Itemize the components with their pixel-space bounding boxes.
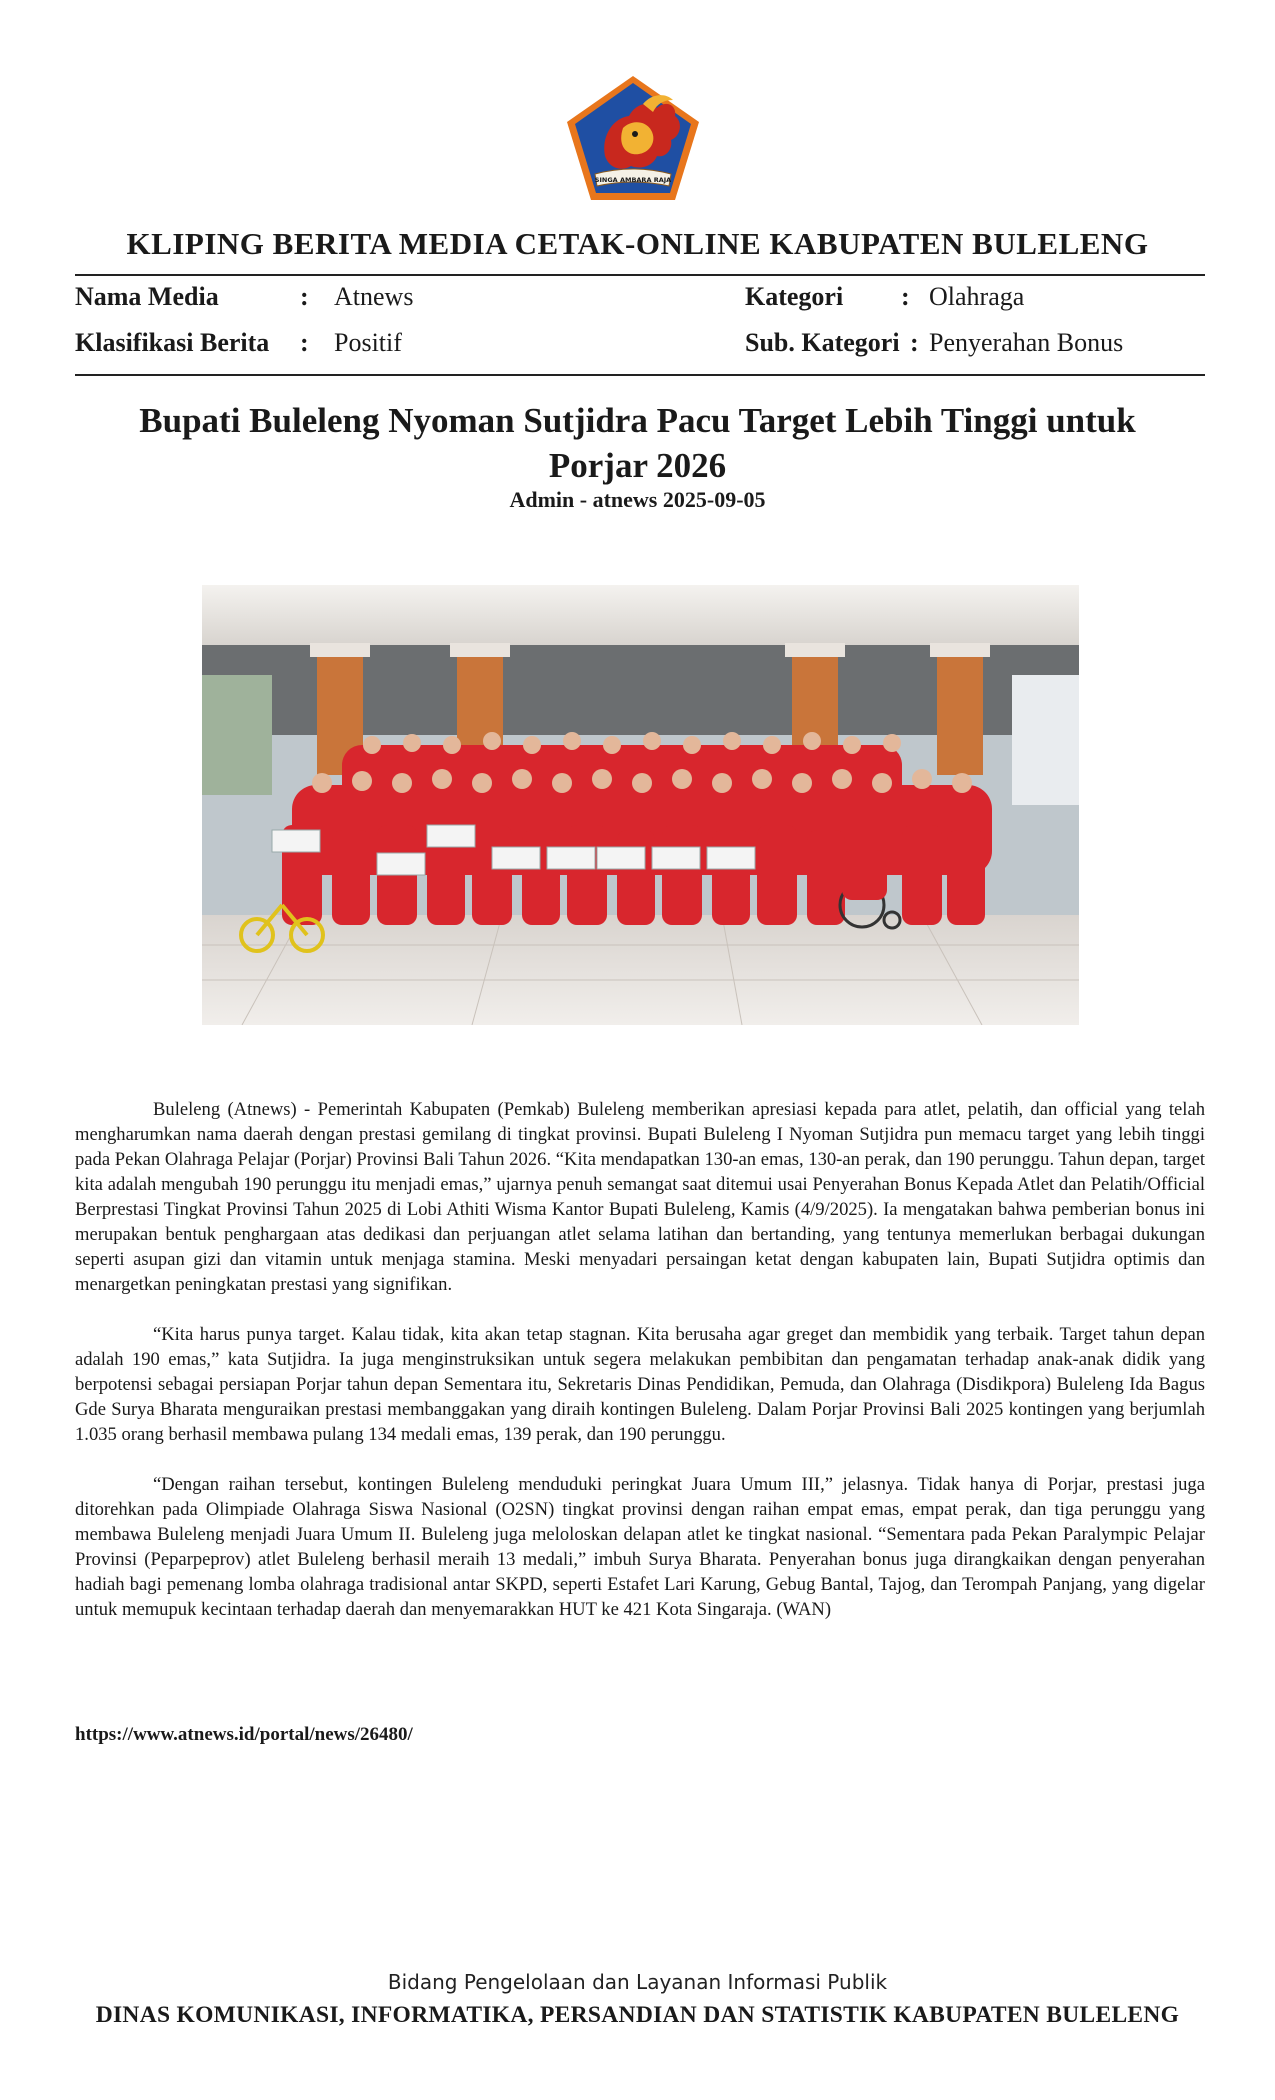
media-colon: :	[300, 282, 309, 311]
klasifikasi-colon: :	[300, 328, 309, 357]
klasifikasi-value: Positif	[334, 328, 402, 357]
media-label: Nama Media	[75, 282, 219, 311]
footer-department: Bidang Pengelolaan dan Layanan Informasi Publik	[387, 1970, 888, 1994]
article-headline: Bupati Buleleng Nyoman Sutjidra Pacu Target Lebih Tinggi untuk Porjar 2026	[139, 401, 1136, 485]
subkategori-colon: :	[910, 328, 919, 357]
subkategori-value: Penyerahan Bonus	[929, 328, 1124, 357]
article-paragraph: Buleleng (Atnews) - Pemerintah Kabupaten (Pemkab) Buleleng memberikan apresiasi kepada para atlet, pelatih, dan official yang telah mengharumkan nama daerah dengan prestasi gemilang di tingkat provinsi. Bupati Buleleng I Nyoman Sutjidra pun memacu target yang lebih tinggi pada Pekan Olahraga Pelajar (Porjar) Provinsi Bali Tahun 2026. “Kita mendapatkan 130-an emas, 130-an perak, dan 190 perunggu. Tahun depan, target kita adalah mengubah 190 perunggu itu menjadi emas,” ujarnya penuh semangat saat ditemui usai Penyerahan Bonus Kepada Atlet dan Pelatih/Official Berprestasi Tingkat Provinsi Tahun 2025 di Lobi Athiti Wisma Kantor Bupati Buleleng, Kamis (4/9/2025). Ia mengatakan bahwa pemberian bonus ini merupakan bentuk penghargaan atas dedikasi dan perjuangan atlet selama latihan dan bertanding, yang tentunya memerlukan berbagai dukungan seperti asupan gizi dan vitamin untuk menjaga stamina. Meski menyadari persaingan ketat dengan kabupaten lain, Bupati Sutjidra optimis dan menargetkan peningkatan prestasi yang signifikan.	[75, 1099, 1205, 1295]
article-body	[75, 1097, 1205, 1647]
article-byline: Admin - atnews 2025-09-05	[509, 487, 766, 512]
header-divider	[75, 274, 1205, 276]
klasifikasi-label: Klasifikasi Berita	[75, 328, 270, 357]
article-paragraph: “Dengan raihan tersebut, kontingen Buleleng menduduki peringkat Juara Umum III,” jelasnya. Tidak hanya di Porjar, prestasi juga ditorehkan pada Olimpiade Olahraga Siswa Nasional (O2SN) tingkat provinsi dengan raihan empat emas, empat perak, dan tiga perunggu yang membawa Buleleng menjadi Juara Umum II. Buleleng juga meloloskan delapan atlet ke tingkat nasional. “Sementara pada Pekan Paralympic Pelajar Provinsi (Peparpeprov) atlet Buleleng berhasil meraih 13 medali,” imbuh Surya Bharata. Penyerahan bonus juga dirangkaikan dengan penyerahan hadiah bagi pemenang lomba olahraga tradisional antar SKPD, seperti Estafet Lari Karung, Gebug Bantal, Tajog, dan Terompah Panjang, yang digelar untuk memupuk kecintaan terhadap daerah dan menyemarakkan HUT ke 421 Kota Singaraja. (WAN)	[75, 1474, 1205, 1620]
document-title: KLIPING BERITA MEDIA CETAK-ONLINE KABUPATEN BULELENG	[126, 226, 1149, 261]
article-paragraph: “Kita harus punya target. Kalau tidak, kita akan tetap stagnan. Kita berusaha agar greget dan membidik yang terbaik. Target tahun depan adalah 190 emas,” kata Sutjidra. Ia juga menginstruksikan untuk segera melakukan pembibitan dan pengamatan terhadap anak-anak didik yang berpotensi sebagai persiapan Porjar tahun depan Sementara itu, Sekretaris Dinas Pendidikan, Pemuda, dan Olahraga (Disdikpora) Buleleng Ida Bagus Gde Surya Bharata menguraikan prestasi membanggakan yang diraih kontingen Buleleng. Dalam Porjar Provinsi Bali 2025 kontingen yang berjumlah 1.035 orang berhasil membawa pulang 134 medali emas, 139 perak, dan 190 perunggu.	[75, 1324, 1205, 1445]
meta-left	[75, 282, 575, 372]
kategori-value: Olahraga	[929, 282, 1025, 311]
svg-text:SINGA AMBARA RAJA: SINGA AMBARA RAJA	[594, 176, 672, 184]
kategori-label: Kategori	[745, 282, 844, 311]
singa-ambara-raja-crest-icon	[565, 74, 701, 202]
subkategori-label: Sub. Kategori	[745, 328, 900, 357]
media-value: Atnews	[334, 282, 414, 311]
group-photo-athletes-image	[202, 585, 1079, 1025]
kategori-colon: :	[901, 282, 910, 311]
source-link[interactable]: https://www.atnews.id/portal/news/26480/	[75, 1724, 413, 1745]
meta-right	[745, 282, 1205, 372]
meta-divider	[75, 374, 1205, 376]
footer-agency: DINAS KOMUNIKASI, INFORMATIKA, PERSANDIAN DAN STATISTIK KABUPATEN BULELENG	[95, 2002, 1180, 2028]
